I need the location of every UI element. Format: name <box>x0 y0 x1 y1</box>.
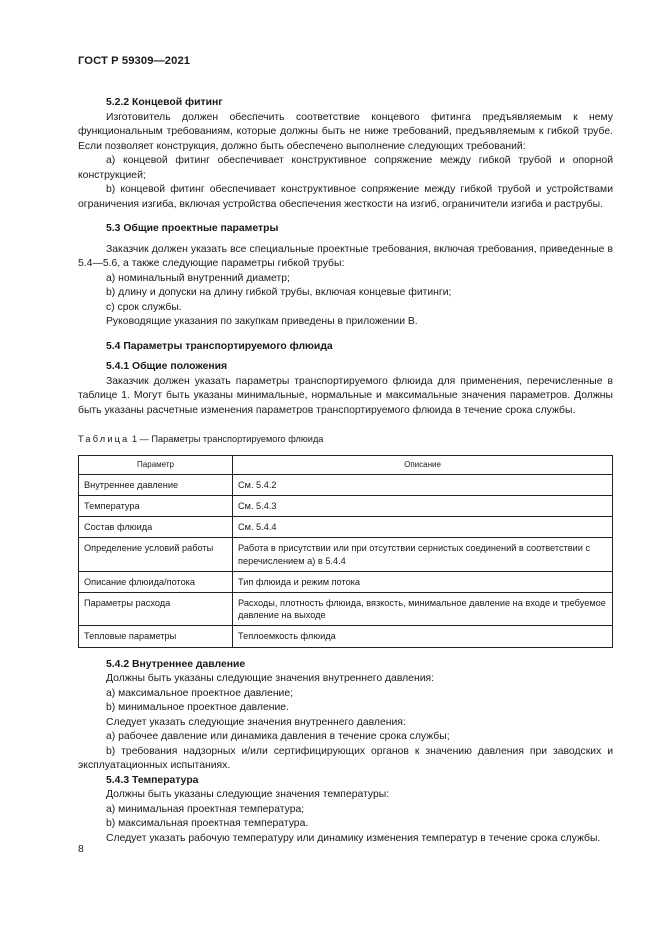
table-row <box>79 592 613 625</box>
table-cell-parameter: Параметры расхода <box>79 592 233 625</box>
table-row <box>79 626 613 647</box>
table-row <box>79 517 613 538</box>
section-5-2-2-intro: Изготовитель должен обеспечить соответствие концевого фитинга предъявляемым к нему функциональным требованиям, которые должны быть не ниже требований, предъявляемым к гибкой трубе. Если позволяет конструкция, должно быть обеспечено выполнение следующих требований: <box>78 111 613 152</box>
section-5-3-item-b: b) длину и допуски на длину гибкой трубы, включая концевые фитинги; <box>106 287 452 298</box>
table-caption-label: Таблица <box>78 434 130 444</box>
table-cell-description: См. 5.4.4 <box>233 517 613 538</box>
table-row <box>79 571 613 592</box>
section-5-4-2-intro: Должны быть указаны следующие значения внутреннего давления: <box>106 673 435 685</box>
table-cell-description: Работа в присутствии или при отсутствии сернистых соединений в соответствии с перечислением а) в 5.4.4 <box>233 538 613 571</box>
table-cell-description: Тип флюида и режим потока <box>233 571 613 592</box>
section-5-4-title: 5.4 Параметры транспортируемого флюида <box>106 340 333 352</box>
section-5-2-2-title: 5.2.2 Концевой фитинг <box>106 97 223 108</box>
table-caption <box>78 432 613 447</box>
section-5-3-title: 5.3 Общие проектные параметры <box>106 223 279 234</box>
table-cell-parameter: Состав флюида <box>79 517 233 538</box>
table-cell-parameter: Температура <box>79 495 233 516</box>
table-row <box>79 495 613 516</box>
section-5-4-3-item-b: b) максимальная проектная температура. <box>106 818 309 830</box>
section-5-4-3-intro: Должны быть указаны следующие значения температуры: <box>106 789 390 801</box>
section-5-3-intro: Заказчик должен указать все специальные проектные требования, включая требования, приведенные в 5.4—5.6, а также следующие параметры гибкой трубы: <box>78 243 613 269</box>
section-5-4-2-title: 5.4.2 Внутреннее давление <box>106 658 246 670</box>
table-row <box>79 538 613 571</box>
section-5-4-2-item2-b: b) требования надзорных и/или сертифицирующих органов к значению давления при заводских и эксплуатационных испытаниях. <box>78 745 613 772</box>
table-cell-description: Теплоемкость флюида <box>233 626 613 647</box>
table-cell-parameter: Внутреннее давление <box>79 474 233 495</box>
section-5-4-2-item-a: a) максимальное проектное давление; <box>106 687 294 699</box>
table-cell-parameter: Определение условий работы <box>79 538 233 571</box>
page-content <box>78 96 613 846</box>
table-cell-parameter: Тепловые параметры <box>79 626 233 647</box>
section-5-3-note: Руководящие указания по закупкам приведены в приложении В. <box>106 316 418 327</box>
section-5-3-item-c: c) срок службы. <box>106 301 182 313</box>
section-5-4-1-title: 5.4.1 Общие положения <box>106 361 228 372</box>
table-cell-description: См. 5.4.3 <box>233 495 613 516</box>
table-cell-parameter: Описание флюида/потока <box>79 571 233 592</box>
section-5-2-2-item-a: a) концевой фитинг обеспечивает конструктивное сопряжение между гибкой трубой и опорной конструкцией; <box>78 155 613 181</box>
table-header-description: Описание <box>233 455 613 474</box>
table-caption-text: 1 — Параметры транспортируемого флюида <box>132 434 324 444</box>
table-cell-description: См. 5.4.2 <box>233 474 613 495</box>
section-5-4-1-text: Заказчик должен указать параметры транспортируемого флюида для применения, перечисленные в таблице 1. Могут быть указаны минимальные, нормальные и максимальные значения параметров. Должны быть указаны расчетные изменения параметров транспортируемого флюида в течение срока службы. <box>78 375 613 416</box>
section-5-4-2-item2-a: a) рабочее давление или динамика давления в течение срока службы; <box>106 731 450 743</box>
section-5-4-3-item-a: a) минимальная проектная температура; <box>106 803 305 815</box>
parameters-table <box>78 455 613 648</box>
section-5-3-item-a: a) номинальный внутренний диаметр; <box>106 272 290 284</box>
table-header-row <box>79 455 613 474</box>
table-cell-description: Расходы, плотность флюида, вязкость, минимальное давление на входе и требуемое давление на выходе <box>233 592 613 625</box>
section-5-4-3-note: Следует указать рабочую температуру или динамику изменения температур в течение срока службы. <box>106 832 601 844</box>
section-5-2-2-item-b: b) концевой фитинг обеспечивает конструктивное сопряжение между гибкой трубой и устройствами ограничения изгиба, включая устройства обеспечения жесткости на изгиб, ограничители изгиба и раструбы. <box>78 184 613 210</box>
table-row <box>79 474 613 495</box>
table-header-parameter: Параметр <box>79 455 233 474</box>
section-5-4-2-item-b: b) минимальное проектное давление. <box>106 702 289 714</box>
document-header: ГОСТ Р 59309—2021 <box>78 55 191 67</box>
section-5-4-2-intro2: Следует указать следующие значения внутреннего давления: <box>106 716 406 728</box>
page-number: 8 <box>78 844 84 855</box>
section-5-4-3-title: 5.4.3 Температура <box>106 774 199 786</box>
